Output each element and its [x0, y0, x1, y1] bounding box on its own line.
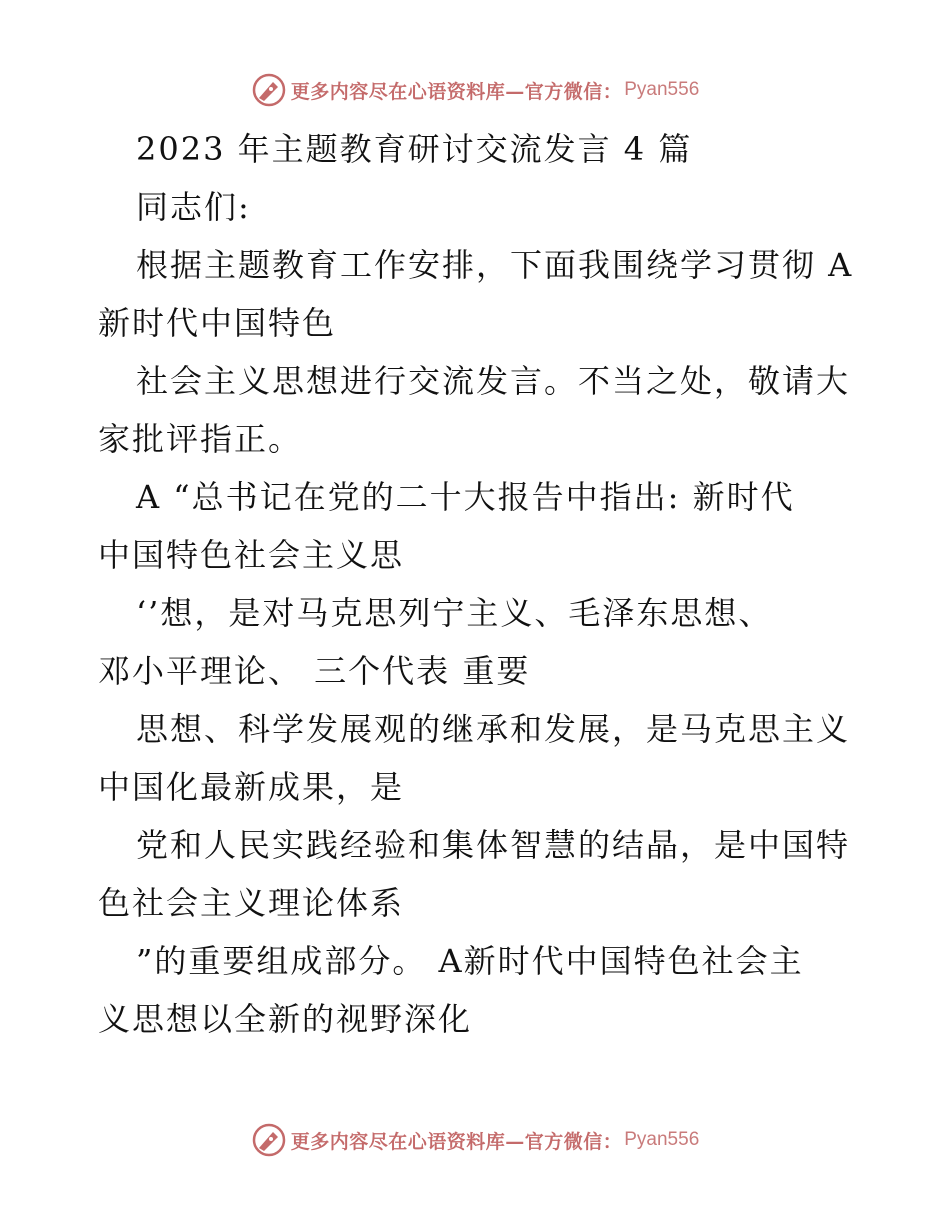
paragraph-line: 邓小平理论、 三个代表 重要: [98, 652, 531, 690]
paragraph-line: 色社会主义理论体系: [98, 884, 405, 922]
paragraph-line: 义思想以全新的视野深化: [98, 1000, 473, 1038]
paragraph-line: ‘’想，是对马克思列宁主义、毛泽东思想、: [136, 594, 773, 632]
paragraph-line: 党和人民实践经验和集体智慧的结晶，是中国特: [136, 826, 851, 864]
pen-nib-circle-icon: [251, 72, 287, 108]
watermark-text: 更多内容尽在心语资料库—官方微信：: [290, 1130, 623, 1153]
paragraph-line: 思想、科学发展观的继承和发展，是马克思主义: [136, 710, 851, 748]
footer-watermark-banner: [0, 1118, 950, 1162]
watermark-contact: Pyan556: [624, 79, 700, 100]
paragraph-line: 根据主题教育工作安排，下面我围绕学习贯彻 A: [136, 246, 854, 284]
watermark-text: 更多内容尽在心语资料库—官方微信：: [290, 80, 623, 103]
paragraph-line: 社会主义思想进行交流发言。不当之处，敬请大: [136, 362, 851, 400]
pen-nib-circle-icon: [251, 1122, 287, 1158]
document-body: [98, 120, 858, 1048]
paragraph-line: 中国化最新成果，是: [98, 768, 405, 806]
watermark-contact: Pyan556: [624, 1129, 700, 1150]
paragraph-line: A “总书记在党的二十大报告中指出: 新时代: [136, 478, 795, 516]
document-title: 2023 年主题教育研讨交流发言 4 篇: [136, 130, 693, 168]
header-watermark-banner: [0, 68, 950, 112]
paragraph-line: 家批评指正。: [98, 420, 303, 458]
paragraph-line: 中国特色社会主义思: [98, 536, 405, 574]
salutation: 同志们:: [136, 188, 251, 226]
paragraph-line: 新时代中国特色: [98, 304, 337, 342]
paragraph-line: ”的重要组成部分。 A新时代中国特色社会主: [136, 942, 804, 980]
